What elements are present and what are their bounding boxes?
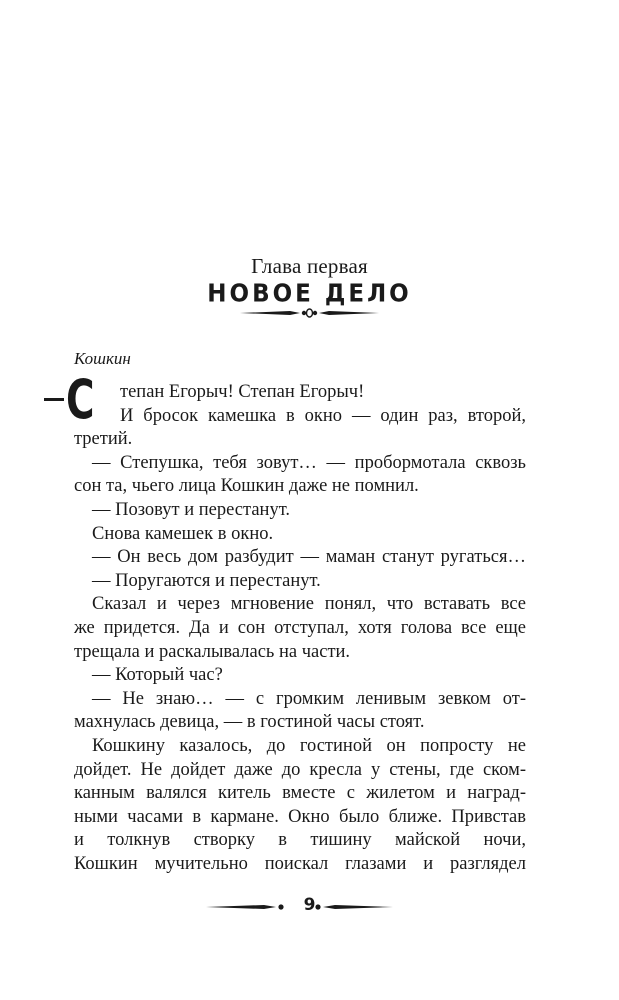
page-number: 9 xyxy=(303,895,316,915)
text-line: Кошкин мучительно поискал глазами и разглядел xyxy=(74,853,526,874)
scene-label: Кошкин xyxy=(74,349,131,368)
text-line: Кошкину казалось, до гостиной он попросту не xyxy=(92,735,526,756)
text-line: И бросок камешка в окно — один раз, второй, xyxy=(120,405,526,426)
text-line: третий. xyxy=(74,429,133,450)
text-line: махнулась девица, — в гостиной часы стоят. xyxy=(74,712,425,733)
text-line: — Поругаются и перестанут. xyxy=(92,570,321,591)
drop-cap: С xyxy=(66,368,95,431)
text-line: сон та, чьего лица Кошкин даже не помнил. xyxy=(74,476,419,497)
footer-ornament-right-icon xyxy=(313,900,393,914)
text-line: Снова камешек в окно. xyxy=(92,523,274,544)
chapter-kicker: Глава первая xyxy=(251,254,368,278)
ornament-divider-icon xyxy=(238,306,381,320)
body-text xyxy=(74,381,526,876)
text-line: Сказал и через мгновение понял, что вставать все xyxy=(92,594,526,615)
chapter-title: НОВОЕ ДЕЛО xyxy=(207,279,412,309)
text-line: и толкнув створку в тишину майской ночи, xyxy=(74,830,526,851)
text-line: — Который час? xyxy=(92,665,223,686)
text-line: канным валялся китель вместе с жилетом и наград- xyxy=(74,783,526,804)
dialogue-dash xyxy=(44,398,64,401)
text-line: — Он весь дом разбудит — маман станут ругаться… xyxy=(92,547,526,568)
text-line: же придется. Да и сон отступал, хотя голова все еще xyxy=(74,617,526,638)
text-line: тепан Егорыч! Степан Егорыч! xyxy=(120,382,365,402)
text-line: — Позовут и перестанут. xyxy=(92,499,291,520)
text-line: дойдет. Не дойдет даже до кресла у стены, где ском- xyxy=(74,759,526,780)
text-line: — Не знаю… — с громким ленивым зевком от- xyxy=(92,688,526,709)
text-line: — Степушка, тебя зовут… — пробормотала сквозь xyxy=(92,452,526,473)
text-line: ными часами в кармане. Окно было ближе. Привстав xyxy=(74,806,526,827)
text-line: трещала и раскалывалась на части. xyxy=(74,641,351,662)
